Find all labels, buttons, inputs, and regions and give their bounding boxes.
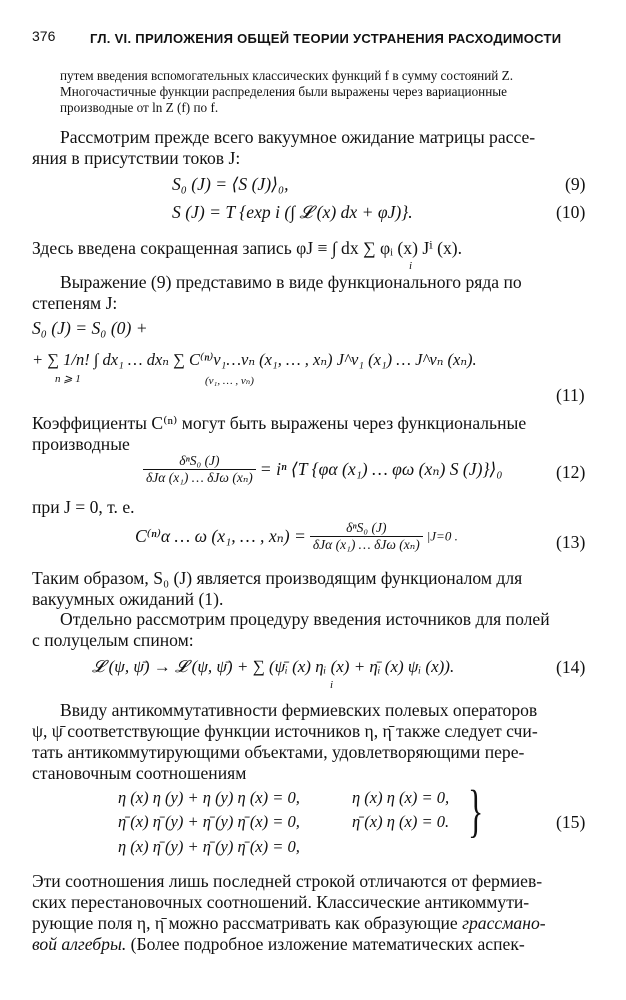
equation-15-brace: } xyxy=(468,778,484,843)
equation-11-line-1: S₀ (J) = S₀ (0) + xyxy=(32,318,148,338)
shorthand-sum-index: i xyxy=(409,260,413,272)
equation-9: S₀ (J) = ⟨S (J)⟩₀, xyxy=(172,174,289,194)
equation-15-row-1-right: η (x) η (x) = 0, xyxy=(352,788,450,807)
para3-line-1: Коэффициенты C⁽ⁿ⁾ могут быть выражены через функциональные xyxy=(32,413,527,433)
equation-11-line-2: + ∑ 1/n! ∫ dx₁ … dxₙ ∑ C⁽ⁿ⁾ν₁…νₙ (x₁, … , xₙ) J^ν₁ (x₁) … J^νₙ (xₙ). xyxy=(32,350,477,369)
para1-line-2: яния в присутствии токов J: xyxy=(32,148,241,168)
equation-13-fraction xyxy=(310,520,423,553)
equation-15-row-2-right: η̄ (x) η (x) = 0. xyxy=(352,812,450,831)
equation-15-row-2-left: η̄ (x) η̄ (y) + η̄ (y) η̄ (x) = 0, xyxy=(118,812,300,831)
equation-12-number: (12) xyxy=(556,462,586,482)
para7-line-4 xyxy=(32,934,525,955)
equation-14: 𝓛 (ψ, ψ̄) → 𝓛 (ψ, ψ̄) + ∑ (ψ̄ᵢ (x) ηᵢ (x) + η̄ᵢ (x) ψᵢ (x)). xyxy=(92,657,455,676)
equation-12 xyxy=(143,453,502,486)
equation-15-row-3-left: η (x) η̄ (y) + η̄ (y) η̄ (x) = 0, xyxy=(118,837,300,856)
para7-term-algebra: вой алгебры. xyxy=(32,934,127,954)
equation-10: S (J) = T {exp i (∫ 𝓛 (x) dx + φJ)}. xyxy=(172,202,413,222)
small-text-line-1: путем введения вспомогательных классических функций f в сумму состояний Z. xyxy=(60,68,513,83)
equation-13-denominator: δJα (x₁) … δJω (xₙ) xyxy=(312,537,420,552)
para7-term-grassmann: грассмано- xyxy=(462,913,546,933)
equation-14-number: (14) xyxy=(556,657,586,677)
equation-15-row-1-left: η (x) η (y) + η (y) η (x) = 0, xyxy=(118,788,300,807)
equation-13-numerator: δⁿS₀ (J) xyxy=(310,520,423,537)
para7-line-3 xyxy=(32,913,546,934)
shorthand-line: Здесь введена сокращенная запись φJ ≡ ∫ dx ∑ φᵢ (x) Jⁱ (x). xyxy=(32,238,463,258)
para6-line-4: становочным соотношениям xyxy=(32,763,247,783)
para7-line-3-text: рующие поля η, η̄ можно рассматривать как образующие xyxy=(32,913,463,933)
para6-line-3: тать антикоммутирующими объектами, удовлетворяющими пере- xyxy=(32,742,525,762)
para6-line-2: ψ, ψ̄ соответствующие функции источников η, η̄ также следует счи- xyxy=(32,721,538,741)
small-text-line-3: производные от ln Z (f) по f. xyxy=(60,100,219,115)
equation-13-evaluation: |J=0 . xyxy=(426,528,458,544)
small-text-line-2: Многочастичные функции распределения были выражены через вариационные xyxy=(60,84,508,99)
equation-13-number: (13) xyxy=(556,532,586,552)
para7-line-2: ских перестановочных соотношений. Классические антикоммути- xyxy=(32,892,530,912)
para2-line-2: степеням J: xyxy=(32,293,118,313)
j-zero-line: при J = 0, т. е. xyxy=(32,497,135,517)
para5-line-2: с полуцелым спином: xyxy=(32,630,194,650)
para5-line-1: Отдельно рассмотрим процедуру введения источников для полей xyxy=(60,609,550,629)
para7-line-1: Эти соотношения лишь последней строкой отличаются от фермиев- xyxy=(32,871,543,891)
equation-11-sum-index-2: (ν₁, … , νₙ) xyxy=(205,375,254,387)
page-number: 376 xyxy=(32,28,56,44)
equation-12-rhs: = iⁿ ⟨T {φα (x₁) … φω (xₙ) S (J)}⟩₀ xyxy=(259,459,503,479)
para2-line-1: Выражение (9) представимо в виде функционального ряда по xyxy=(60,272,522,292)
equation-15-number: (15) xyxy=(556,812,586,832)
para6-line-1: Ввиду антикоммутативности фермиевских полевых операторов xyxy=(60,700,538,720)
para4-line-2: вакуумных ожиданий (1). xyxy=(32,589,224,609)
running-title: ГЛ. VI. ПРИЛОЖЕНИЯ ОБЩЕЙ ТЕОРИИ УСТРАНЕНИЯ РАСХОДИМОСТИ xyxy=(90,31,562,46)
para1-line-1: Рассмотрим прежде всего вакуумное ожидание матрицы рассе- xyxy=(60,127,536,147)
para3-line-2: производные xyxy=(32,434,130,454)
equation-9-number: (9) xyxy=(565,174,586,194)
equation-10-number: (10) xyxy=(556,202,586,222)
equation-12-fraction xyxy=(143,453,256,486)
equation-13-lhs: C⁽ⁿ⁾α … ω (x₁, … , xₙ) = xyxy=(135,526,306,546)
equation-12-numerator: δⁿS₀ (J) xyxy=(143,453,256,470)
para4-line-1: Таким образом, S₀ (J) является производящим функционалом для xyxy=(32,568,523,588)
equation-14-sum-index: i xyxy=(330,679,334,691)
equation-11-number: (11) xyxy=(556,385,585,405)
equation-13 xyxy=(135,520,458,553)
equation-11-sum-index-1: n ⩾ 1 xyxy=(55,373,81,385)
equation-12-denominator: δJα (x₁) … δJω (xₙ) xyxy=(146,470,253,485)
para7-line-4-text: (Более подробное изложение математических аспек- xyxy=(126,934,525,954)
